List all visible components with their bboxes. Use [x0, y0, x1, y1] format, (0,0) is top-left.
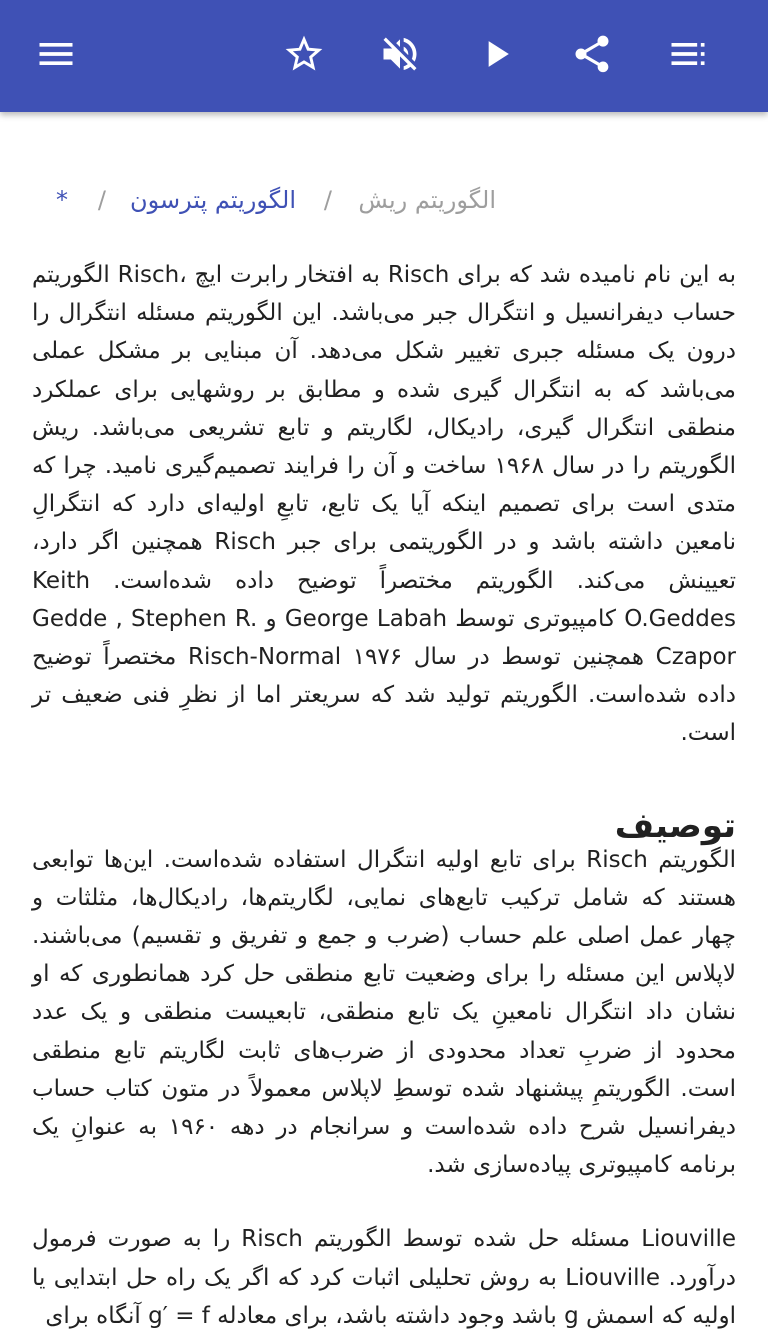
mute-button[interactable] [368, 24, 432, 88]
breadcrumb-link[interactable]: الگوریتم پترسون [129, 186, 296, 214]
section-paragraph: الگوریتم Risch برای تابع اولیه انتگرال استفاده شده‌است. این‌ها توابعی هستند که شامل ترکیب تابع‌های نمایی، لگاریتم‌ها، رادیکال‌ها، مثلثات و چهار عمل اصلی علم حساب (ضرب و جمع و تفریق و تقسیم) می‌باشند. لاپلاس این مسئله را برای وضعیت تابع منطقی حل کرد همانطوری که او نشان داد انتگرال نامعینِ یک تابع منطقی، تابعیست منطقی و یک عدد محدود از ضربِ تعداد محدودی از ضرب‌های ثابت لگاریتم تابع منطقی است. الگوریتمِ پیشنهاد شده توسطِ لاپلاس معمولاً در متون کتاب حساب دیفرانسیل شرح داده شده‌است و سرانجام در دهه ۱۹۶۰ به عنوانِ یک برنامه کامپیوتری پیاده‌سازی شد. [32, 846, 736, 1179]
liouville-paragraph: Liouville مسئله حل شده توسط الگوریتم Risch را به صورت فرمول درآورد. Liouville به روش تحلیلی اثبات کرد که اگر یک راه حل ابتدایی یا اولیه که اسمش g باشد وجود داشته باشد، برای معادله g′ = f آنگاه برای [32, 1226, 736, 1329]
playlist-button[interactable] [656, 24, 720, 88]
breadcrumb-separator: / [97, 186, 106, 214]
breadcrumb-separator: / [323, 186, 332, 214]
play-icon [474, 32, 518, 80]
favorite-button[interactable] [272, 24, 336, 88]
play-button[interactable] [464, 24, 528, 88]
volume-off-icon [378, 32, 422, 80]
section-heading: توصیف [614, 805, 736, 846]
breadcrumb-current: الگوریتم ریش [358, 186, 496, 214]
article-intro: به این نام نامیده شد که برای Risch به افتخار رابرت ایچ ،Risch الگوریتم حساب دیفرانسیل و انتگرال جبر می‌باشد. این الگوریتم مسئله انتگرال را درون یک مسئله جبری تغییر شکل می‌دهد. آن مبنایی بر مشکل عملی می‌باشد که به انتگرال گیری شده و مطابق بر روشهایی برای عملکرد منطقی انتگرال گیری، رادیکال، لگاریتم و تابع تشریعی می‌باشد. ریش الگوریتم را در سال ۱۹۶۸ ساخت و آن را فرایند تصمیم‌گیری نامید. چرا که متدی است برای تصمیم اینکه آیا یک تابع، تابعِ اولیه‌ای دارد که انتگرالِ نامعین داشته باشد و در الگوریتمی برای جبر Risch همچنین اگر دارد، تعیینش می‌کند. الگوریتم مختصراً توضیح داده شده‌است. Keith O.Geddes کامپیوتری توسط George Labah و Gedde , Stephen R. Czapor همچنین توسط در سال ۱۹۷۶ Risch-Normal مختصراً توضیح داده شده‌است. الگوریتم تولید شد که سریعتر اما از نظرِ فنی ضعیف تر است. [32, 262, 736, 747]
menu-button[interactable] [24, 24, 88, 88]
breadcrumb-home-link[interactable]: * [56, 186, 68, 214]
star-outline-icon [282, 32, 326, 80]
article-body [32, 256, 736, 1335]
app-toolbar [0, 0, 768, 112]
playlist-icon [666, 32, 710, 80]
share-button[interactable] [560, 24, 624, 88]
share-icon [570, 32, 614, 80]
menu-icon [34, 32, 78, 80]
breadcrumb [0, 178, 768, 222]
